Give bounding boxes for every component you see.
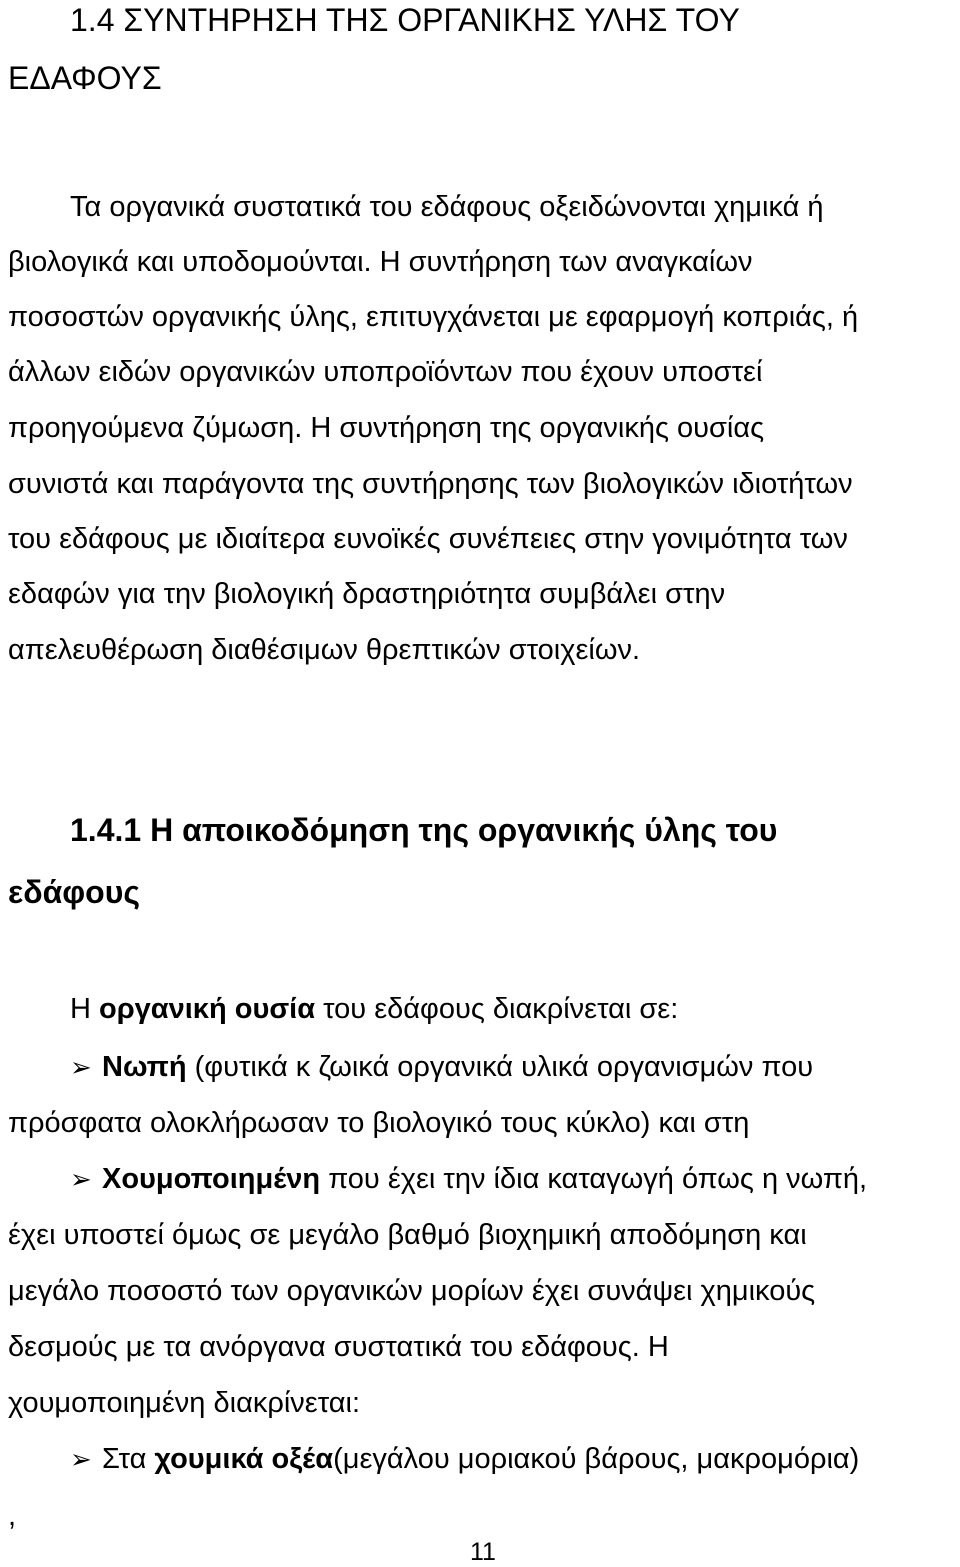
paragraph-line: πρόσφατα ολοκλήρωσαν το βιολογικό τους κύκλο) και στη xyxy=(8,1107,750,1139)
paragraph-line: ποσοστών οργανικής ύλης, επιτυγχάνεται με εφαρμογή κοπριάς, ή xyxy=(8,301,859,333)
intro-post: του εδάφους διακρίνεται σε: xyxy=(315,993,679,1025)
subsection-heading-line-2: εδάφους xyxy=(8,874,140,910)
bullet-bold-term: Νωπή xyxy=(102,1051,187,1083)
page-number: 11 xyxy=(470,1538,496,1566)
paragraph-line: άλλων ειδών οργανικών υποπροϊόντων που έχουν υποστεί xyxy=(8,356,763,388)
paragraph-line: Τα οργανικά συστατικά του εδάφους οξειδώνονται χημικά ή xyxy=(70,191,824,223)
arrow-bullet-icon: ➢ xyxy=(70,1444,92,1474)
section-heading-line-1: 1.4 ΣΥΝΤΗΡΗΣΗ ΤΗΣ ΟΡΓΑΝΙΚΗΣ ΥΛΗΣ ΤΟΥ xyxy=(70,2,740,38)
paragraph-line: μεγάλο ποσοστό των οργανικών μορίων έχει συνάψει χημικούς xyxy=(8,1275,816,1307)
intro-pre: Η xyxy=(70,993,99,1025)
arrow-bullet-icon: ➢ xyxy=(70,1052,92,1082)
intro-line xyxy=(70,991,678,1027)
bullet-bold-term: χουμικά οξέα xyxy=(154,1443,334,1475)
paragraph-line: του εδάφους με ιδιαίτερα ευνοϊκές συνέπειες στην γονιμότητα των xyxy=(8,523,848,555)
bullet-text: (μεγάλου μοριακού βάρους, μακρομόρια) xyxy=(333,1443,860,1475)
paragraph-line: χουμοποιημένη διακρίνεται: xyxy=(8,1387,361,1419)
bullet-text: Στα xyxy=(102,1443,155,1475)
trailing-comma: , xyxy=(8,1500,17,1532)
subsection-heading-line-1: 1.4.1 Η αποικοδόμηση της οργανικής ύλης του xyxy=(70,812,778,848)
paragraph-line: προηγούμενα ζύμωση. Η συντήρηση της οργανικής ουσίας xyxy=(8,412,765,444)
paragraph-line: έχει υποστεί όμως σε μεγάλο βαθμό βιοχημική αποδόμηση και xyxy=(8,1219,807,1251)
section-heading-line-2: ΕΔΑΦΟΥΣ xyxy=(8,60,162,96)
intro-bold-term: οργανική ουσία xyxy=(99,993,316,1025)
paragraph-line: βιολογικά και υποδομούνται. Η συντήρηση των αναγκαίων xyxy=(8,246,753,278)
paragraph-line: εδαφών για την βιολογική δραστηριότητα συμβάλει στην xyxy=(8,578,726,610)
bullet-item-fresh xyxy=(70,1049,813,1085)
bullet-text: (φυτικά κ ζωικά οργανικά υλικά οργανισμών που xyxy=(186,1051,814,1083)
paragraph-line: συνιστά και παράγοντα της συντήρησης των βιολογικών ιδιοτήτων xyxy=(8,468,853,500)
paragraph-line: απελευθέρωση διαθέσιμων θρεπτικών στοιχείων. xyxy=(8,634,641,666)
bullet-bold-term: Χουμοποιημένη xyxy=(102,1163,321,1195)
arrow-bullet-icon: ➢ xyxy=(70,1164,92,1194)
bullet-item-humic-acids xyxy=(70,1441,859,1477)
bullet-text: που έχει την ίδια καταγωγή όπως η νωπή, xyxy=(320,1163,868,1195)
paragraph-line: δεσμούς με τα ανόργανα συστατικά του εδάφους. Η xyxy=(8,1331,669,1363)
bullet-item-humified xyxy=(70,1161,867,1197)
